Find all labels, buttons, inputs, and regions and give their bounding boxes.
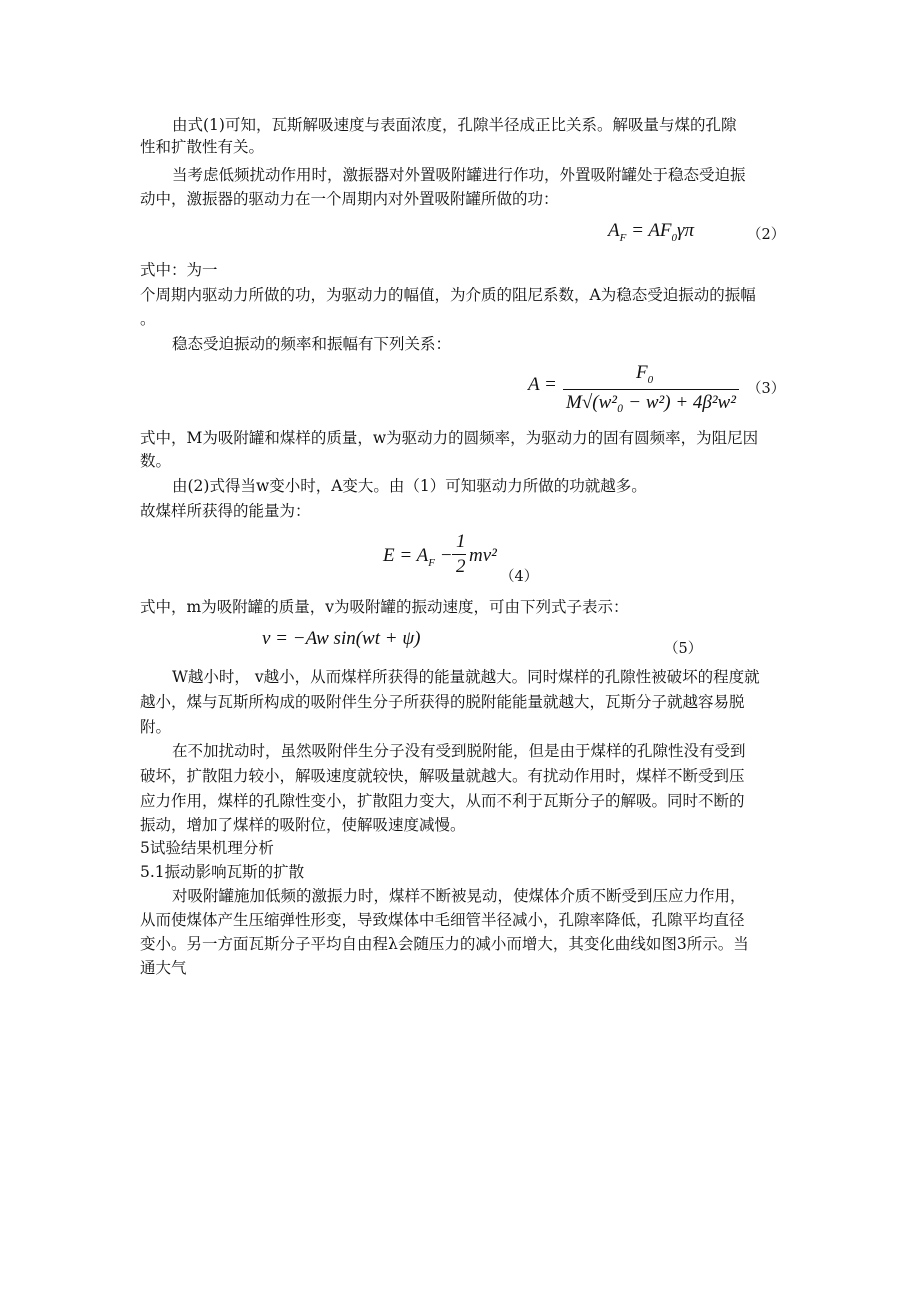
para-3-line-2: 个周期内驱动力所做的功，为驱动力的幅值，为介质的阻尼系数，A为稳态受迫振动的振幅 [140,286,756,304]
para-8: 式中，m为吸附罐的质量，v为吸附罐的振动速度，可由下列式子表示： [140,598,629,616]
eq2-rhs-sub: 0 [671,231,678,244]
eq2-lhs-sub: F [619,231,627,244]
eq4-frac-num: 1 [456,531,466,552]
eq3-number: （3） [747,381,786,397]
para-9-line-3: 附。 [140,718,172,736]
para-9-line-2: 越小，煤与瓦斯所构成的吸附伴生分子所获得的脱附能能量就越大，瓦斯分子就越容易脱 [140,693,745,711]
para-11-line-4: 通大气 [140,959,187,977]
para-10-line-3: 应力作用，煤样的孔隙性变小，扩散阻力变大，从而不利于瓦斯分子的解吸。同时不断的 [140,792,745,810]
para-11-line-2: 从而使煤体产生压缩弹性形变，导致煤体中毛细管半径减小，孔隙率降低，孔隙平均直径 [140,911,745,929]
eq5-number: （5） [664,641,703,657]
para-9-line-1: W越小时， v越小，从而煤样所获得的能量就越大。同时煤样的孔隙性被破坏的程度就 [172,668,760,686]
eq2-rhs-tail: γπ [677,220,695,241]
para-5-line-2: 数。 [140,452,172,470]
para-6: 由(2)式得当w变小时，A变大。由（1）可知驱动力所做的功就越多。 [172,477,647,495]
eq4-number: （4） [500,569,539,585]
para-3-line-1: 式中：为一 [140,261,218,279]
para-3-line-3: 。 [140,310,156,328]
para-5-line-1: 式中，M为吸附罐和煤样的质量，w为驱动力的圆频率，为驱动力的固有圆频率，为阻尼因 [140,429,759,447]
eq4-tail: mv² [469,545,497,566]
eq3-fraction-bar [563,389,739,390]
eq4-frac-den: 2 [456,556,466,577]
para-1-line-1: 由式(1)可知，瓦斯解吸速度与表面浓度，孔隙半径成正比关系。解吸量与煤的孔隙 [172,116,737,134]
eq3-numerator: F [636,362,648,383]
heading-section-5-1: 5.1振动影响瓦斯的扩散 [140,863,305,881]
eq2-number: （2） [747,227,786,243]
eq2-lhs: A [608,220,620,241]
para-1-line-2: 性和扩散性有关。 [140,138,265,156]
eq5-body: v = −Aw sin(wt + ψ) [262,628,421,649]
eq4-lhs: E = A [383,545,429,566]
eq3-numerator-sub: 0 [647,373,654,386]
para-4: 稳态受迫振动的频率和振幅有下列关系： [172,335,452,353]
para-10-line-4: 振动，增加了煤样的吸附位，使解吸速度减慢。 [140,816,466,834]
heading-section-5: 5试验结果机理分析 [140,839,274,857]
para-11-line-3: 变小。另一方面瓦斯分子平均自由程λ会随压力的减小而增大，其变化曲线如图3所示。当 [140,935,749,953]
eq4-lhs-sub: F [428,556,435,569]
eq4-fraction-bar [452,554,466,555]
eq3-lhs: A = [528,374,557,395]
eq2-rhs: = AF [631,220,672,241]
para-11-line-1: 对吸附罐施加低频的激振力时，煤样不断被晃动，使煤体介质不断受到压应力作用， [172,887,746,905]
eq3-denominator: M√(w²₀ − w²) + 4β²w² [566,392,736,413]
para-7: 故煤样所获得的能量为： [140,502,311,520]
para-10-line-1: 在不加扰动时，虽然吸附伴生分子没有受到脱附能，但是由于煤样的孔隙性没有受到 [172,742,746,760]
para-2-line-1: 当考虑低频扰动作用时，激振器对外置吸附罐进行作功，外置吸附罐处于稳态受迫振 [172,166,746,184]
eq4-minus: − [439,545,453,566]
para-2-line-2: 动中，激振器的驱动力在一个周期内对外置吸附罐所做的功： [140,190,559,208]
para-10-line-2: 破坏，扩散阻力较小，解吸速度就较快，解吸量就越大。有扰动作用时，煤样不断受到压 [140,767,745,785]
